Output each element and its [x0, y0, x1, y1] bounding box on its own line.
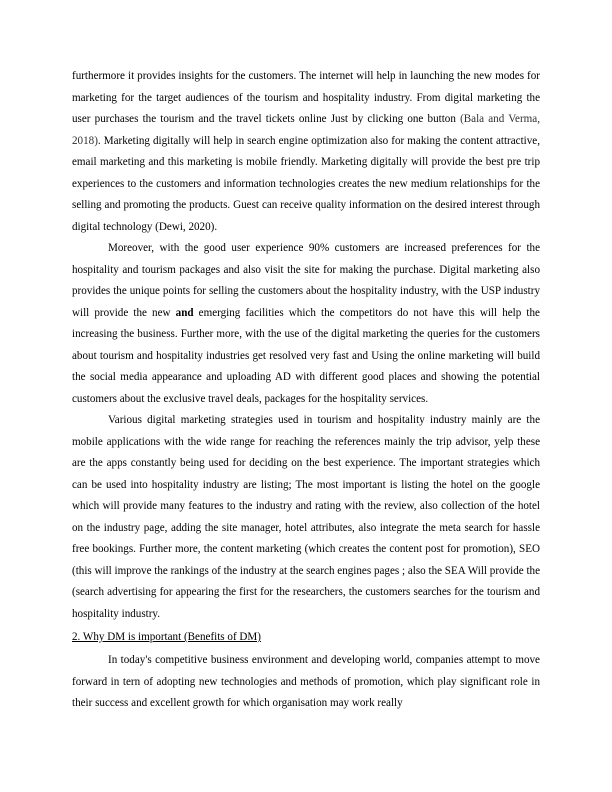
paragraph-2-text-a: Moreover, with the good user experience 90% customers are increased preferences for the hospitality and tourism packages and also visit the site for making the purchase. Digital marketing also provides the unique points for selling the customers about the hospitality industry, with the USP industry will provide the new — [72, 242, 540, 319]
paragraph-4: In today's competitive business environment and developing world, companies attempt to move forward in tern of adopting new technologies and methods of promotion, which play significant role in their success and excellent growth for which organisation may work really — [72, 654, 540, 709]
citation: (Bala and Verma, 2018) — [72, 113, 540, 147]
paragraph-1-text: furthermore it provides insights for the customers. The internet will help in launching the new modes for marketing for the target audiences of the tourism and hospitality industry. From digital marketing the user purchases the tourism and the travel tickets online Just by clicking one button — [72, 70, 540, 125]
paragraph-3: Various digital marketing strategies used in tourism and hospitality industry mainly are the mobile applications with the wide range for reaching the references mainly the trip advisor, yelp these are the apps constantly being used for deciding on the best experience. The important strategies which can be used into hospitality industry are listing; The most important is listing the hotel on the google which will provide many features to the industry and rating with the review, also collection of the hotel on the industry page, adding the site manager, hotel attributes, also integrate the meta search for hassle free bookings. Further more, the content marketing (which creates the content post for promotion), SEO (this will improve the rankings of the industry at the search engines pages ; also the SEA Will provide the (search advertising for appearing the first for the researchers, the customers searches for the tourism and hospitality industry. — [72, 414, 540, 620]
paragraph-2-text-b: emerging facilities which the competitors do not have this will help the increasing the business. Further more, with the use of the digital marketing the queries for the customers about tourism and hospitality industries get resolved very fast and Using the online marketing will build the social media appearance and uploading AD with different good places and showing the potential customers about the exclusive travel deals, packages for the hospitality services. — [72, 306, 540, 405]
paragraph-2 — [72, 238, 540, 410]
section-heading: 2. Why DM is important (Benefits of DM) — [72, 631, 261, 643]
paragraph-1-rest: . Marketing digitally will help in search engine optimization also for making the content attractive, email marketing and this marketing is mobile friendly. Marketing digitally will provide the best pre trip experiences to the customers and information technologies creates the new medium relationships for the selling and promoting the products. Guest can receive quality information on the desired interest through digital technology (Dewi, 2020). — [72, 134, 540, 233]
bold-word: and — [175, 306, 194, 319]
paragraph-1 — [72, 66, 540, 238]
